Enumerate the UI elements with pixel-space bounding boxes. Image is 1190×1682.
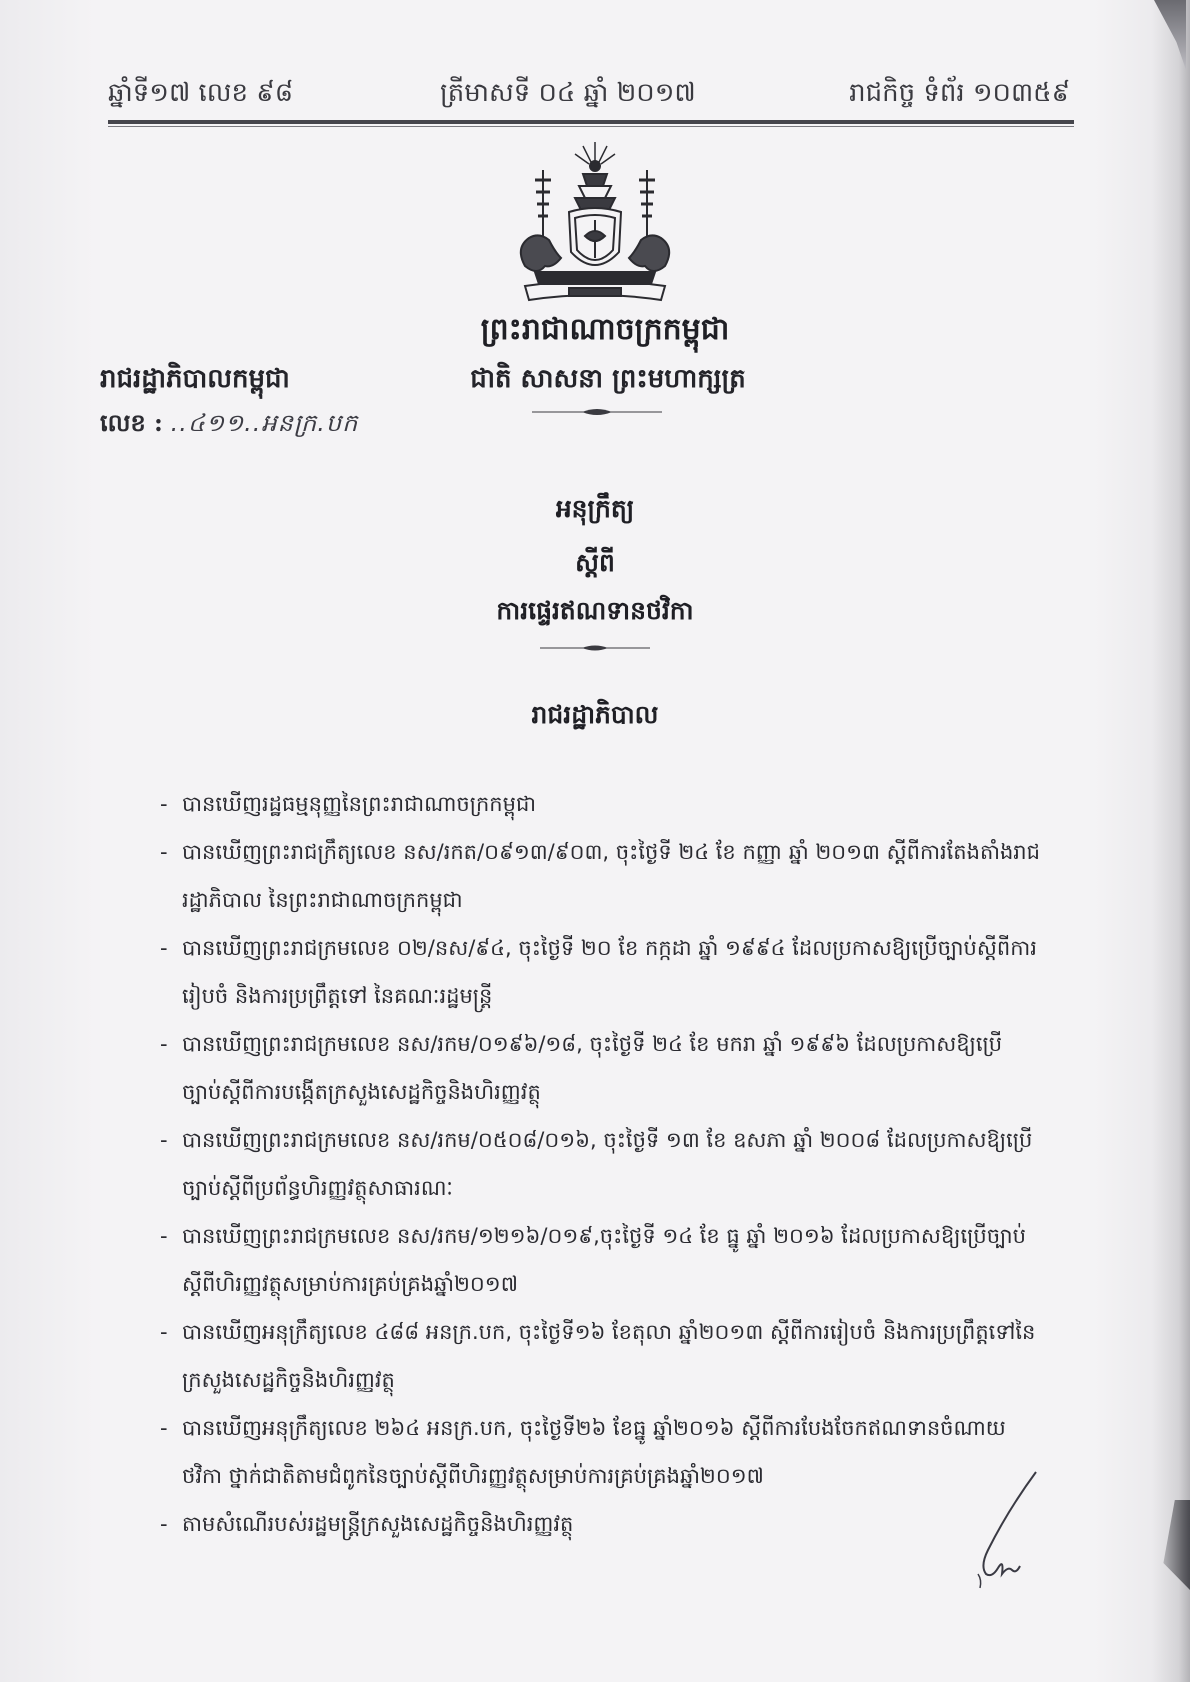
clause-text: បានឃើញអនុក្រឹត្យលេខ ២៦៤ អនក្រ.បក, ចុះថ្ងៃទី២៦ ខែធ្នូ ឆ្នាំ២០១៦ ស្តីពីការបែងចែកឥណទានចំណាយថវិកា ថ្នាក់ជាតិតាមជំពូកនៃច្បាប់ស្តីពីហិរញ្ញវត្ថុសម្រាប់ការគ្រប់គ្រងឆ្នាំ២០១៧ xyxy=(182,1416,1006,1488)
document-type: អនុក្រឹត្យ xyxy=(555,494,635,523)
motto-ornament xyxy=(532,408,662,416)
clause-text: បានឃើញព្រះរាជក្រមលេខ នស/រកម/១២១៦/០១៩,ចុះថ្ងៃទី ១៤ ខែ ធ្នូ ឆ្នាំ ២០១៦ ដែលប្រកាសឱ្យប្រើច្បាប់ស្តីពីហិរញ្ញវត្ថុសម្រាប់ការគ្រប់គ្រងឆ្នាំ២០១៧ xyxy=(182,1224,1026,1296)
title-ornament xyxy=(540,644,650,652)
document-subject: ការផ្ទេរឥណទានថវិកា xyxy=(496,596,694,625)
preamble-clause xyxy=(160,780,1040,828)
header-rule-thin xyxy=(108,126,1074,127)
clause-dash: - xyxy=(160,1512,168,1536)
preamble-clause xyxy=(160,924,1040,1020)
government-name: រាជរដ្ឋាភិបាលកម្ពុជា xyxy=(100,364,290,394)
reference-value: ..៤១១..អនក្រ.បក xyxy=(170,409,359,437)
clause-dash: - xyxy=(160,1416,168,1440)
preamble-clause xyxy=(160,1308,1040,1404)
handwritten-signature-icon xyxy=(968,1470,1038,1590)
clause-text: បានឃើញព្រះរាជក្រមលេខ ០២/នស/៩៤, ចុះថ្ងៃទី ២០ ខែ កក្កដា ឆ្នាំ ១៩៩៤ ដែលប្រកាសឱ្យប្រើច្បាប់ស្តីពីការរៀបចំ និងការប្រព្រឹត្តទៅ នៃគណៈរដ្ឋមន្ត្រី xyxy=(182,936,1037,1008)
kingdom-name: ព្រះរាជាណាចក្រកម្ពុជា xyxy=(480,312,730,347)
clause-dash: - xyxy=(160,1032,168,1056)
preamble-clause xyxy=(160,1212,1040,1308)
clause-text: បានឃើញព្រះរាជក្រមលេខ នស/រកម/០១៩៦/១៨, ចុះថ្ងៃទី ២៤ ខែ មករា ឆ្នាំ ១៩៩៦ ដែលប្រកាសឱ្យប្រើច្បាប់ស្តីពីការបង្កើតក្រសួងសេដ្ឋកិច្ចនិងហិរញ្ញវត្ថុ xyxy=(182,1032,1003,1104)
preamble-clause xyxy=(160,1116,1040,1212)
gazette-page-number: រាជកិច្ច ទំព័រ ១០៣៥៩ xyxy=(849,78,1070,108)
title-on: ស្តីពី xyxy=(575,548,615,577)
clause-text: តាមសំណើរបស់រដ្ឋមន្ត្រីក្រសួងសេដ្ឋកិច្ចនិងហិរញ្ញវត្ថុ xyxy=(182,1512,574,1536)
clause-text: បានឃើញអនុក្រឹត្យលេខ ៤៨៨ អនក្រ.បក, ចុះថ្ងៃទី១៦ ខែតុលា ឆ្នាំ២០១៣ ស្តីពីការរៀបចំ និងការប្រព្រឹត្តទៅនៃក្រសួងសេដ្ឋកិច្ចនិងហិរញ្ញវត្ថុ xyxy=(182,1320,1036,1392)
preamble-clauses xyxy=(160,780,1040,1548)
clause-dash: - xyxy=(160,840,168,864)
clause-text: បានឃើញព្រះរាជក្រឹត្យលេខ នស/រកត/០៩១៣/៩០៣, ចុះថ្ងៃទី ២៤ ខែ កញ្ញា ឆ្នាំ ២០១៣ ស្តីពីការតែងតាំងរាជរដ្ឋាភិបាល នៃព្រះរាជាណាចក្រកម្ពុជា xyxy=(182,840,1040,912)
header-rule xyxy=(108,120,1074,124)
preamble-clause xyxy=(160,1020,1040,1116)
clause-text: បានឃើញរដ្ឋធម្មនុញ្ញនៃព្រះរាជាណាចក្រកម្ពុជា xyxy=(182,792,536,816)
gazette-quarter: ត្រីមាសទី ០៤ ឆ្នាំ ២០១៧ xyxy=(440,78,696,108)
preamble-clause xyxy=(160,1500,1040,1548)
reference-label: លេខ : xyxy=(100,408,163,437)
clause-text: បានឃើញព្រះរាជក្រមលេខ នស/រកម/០៥០៨/០១៦, ចុះថ្ងៃទី ១៣ ខែ ឧសភា ឆ្នាំ ២០០៨ ដែលប្រកាសឱ្យប្រើច្បាប់ស្តីពីប្រព័ន្ធហិរញ្ញវត្ថុសាធារណៈ xyxy=(182,1128,1033,1200)
clause-dash: - xyxy=(160,1224,168,1248)
preamble-clause xyxy=(160,1404,1040,1500)
royal-coat-of-arms-icon xyxy=(505,140,685,310)
clause-dash: - xyxy=(160,1128,168,1152)
page-edge-shadow xyxy=(1152,0,1190,1682)
clause-dash: - xyxy=(160,936,168,960)
clause-dash: - xyxy=(160,792,168,816)
issuing-body: រាជរដ្ឋាភិបាល xyxy=(531,700,659,729)
reference-number xyxy=(100,408,358,443)
gazette-year-issue: ឆ្នាំទី១៧ លេខ ៩៨ xyxy=(108,78,294,108)
clause-dash: - xyxy=(160,1320,168,1344)
national-motto: ជាតិ សាសនា ព្រះមហាក្សត្រ xyxy=(470,364,746,394)
preamble-clause xyxy=(160,828,1040,924)
gazette-header xyxy=(108,76,1070,116)
